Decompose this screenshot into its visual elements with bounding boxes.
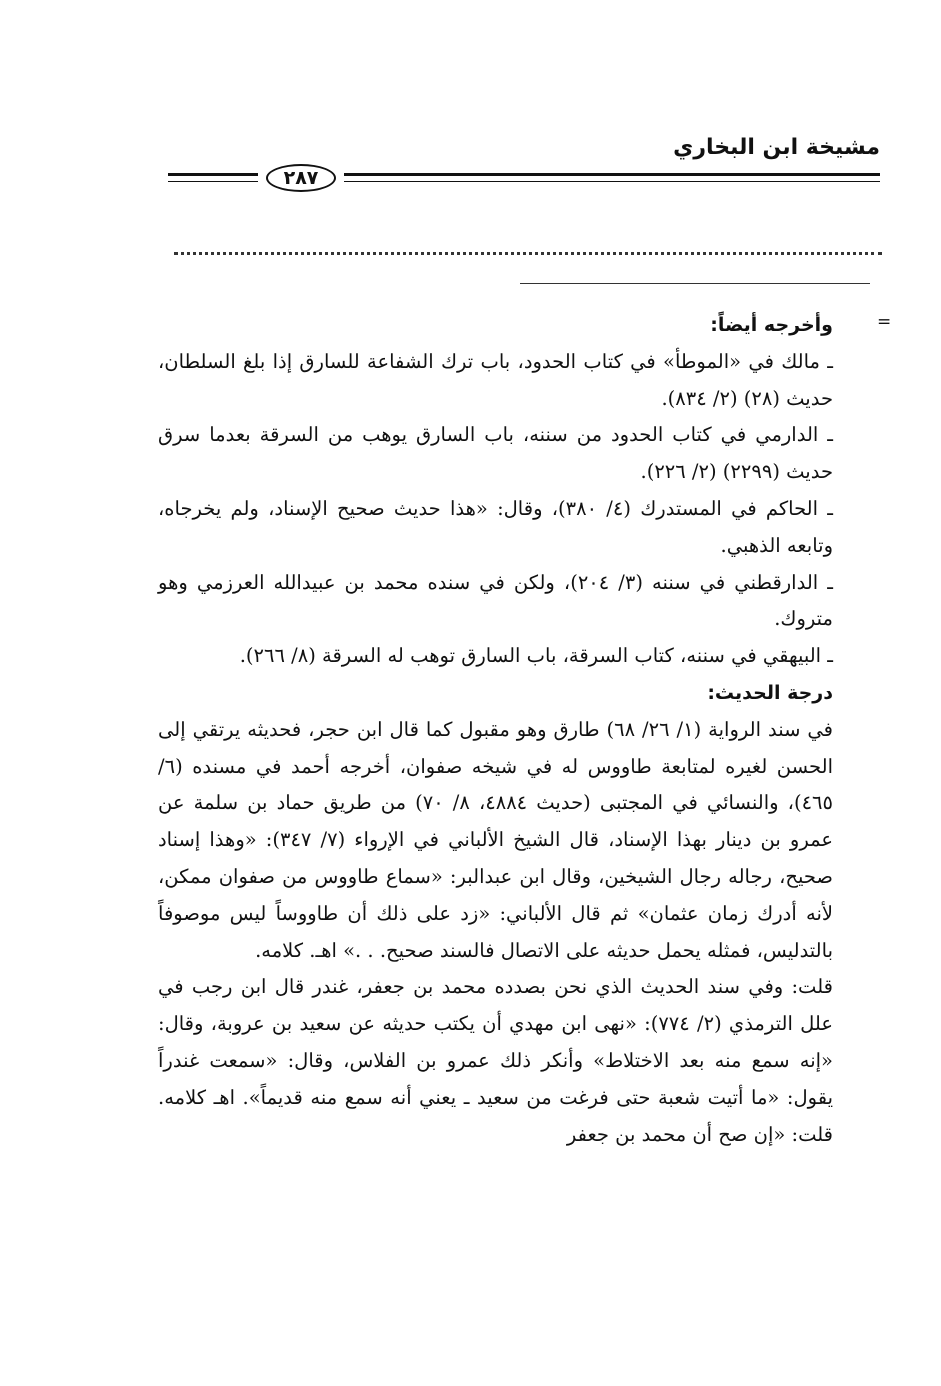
header-rule-left-thick [168,173,258,176]
book-title: مشيخة ابن البخاري [673,135,880,160]
dotted-separator [174,247,882,255]
continuation-mark: = [877,312,892,332]
page-number: ٢٨٧ [266,164,336,192]
header-rule-left-thin [168,181,258,182]
header-rule-right-thin [344,181,880,182]
paragraph-author-comment: قلت: وفي سند الحديث الذي نحن بصدده محمد بن جعفر، غندر قال ابن رجب في علل الترمذي (٢/ ٧٧٤): «نهى ابن مهدي أن يكتب حديثه عن سعيد بن عروبة، وقال: «إنه سمع منه بعد الاختلاط» وأنكر ذلك عمرو بن الفلاس، وقال: «سمعت غندراً يقول: «ما أتيت شعبة حتى فرغت من سعيد ـ يعني أنه سمع منه قديماً». اهـ كلامه. قلت: «إن صح أن محمد بن جعفر [158,975,833,1146]
narration-item-daraqutni: ـ الدارقطني في سننه (٣/ ٢٠٤)، ولكن في سنده محمد بن عبيدالله العرزمي وهو متروك. [158,570,833,631]
paragraph-grade-analysis: في سند الرواية (١/ ٢٦/ ٦٨) طارق وهو مقبول كما قال ابن حجر، فحديثه يرتقي إلى الحسن لغيره لمتابعة طاووس له في شيخه صفوان، أخرجه أحمد في مسنده (٦/ ٤٦٥)، والنسائي في المجتبى (حديث ٤٨٨٤، ٨/ ٧٠) من طريق حماد بن سلمة عن عمرو بن دينار بهذا الإسناد، قال الشيخ الألباني في الإرواء (٧/ ٣٤٧): «وهذا إسناد صحيح، رجاله رجال الشيخين، وقال ابن عبدالبر: «سماع طاووس من صفوان ممكن، لأنه أدرك زمان عثمان» ثم قال الألباني: «زد على ذلك أن طاووساً ليس موصوفاً بالتدليس، فمثله يحمل حديثه على الاتصال فالسند صحيح. . .» اهـ. كلامه. [158,717,834,962]
heading-also-narrated: وأخرجه أيضاً: [710,314,833,336]
body-text [158,307,833,1153]
heading-hadith-grade: درجة الحديث: [707,681,833,704]
page-header [168,135,880,189]
footnote-separator [520,283,870,284]
narration-item-hakim: ـ الحاكم في المستدرك (٤/ ٣٨٠)، وقال: «هذا حديث صحيح الإسناد، ولم يخرجاه، وتابعه الذهبي. [158,496,833,557]
header-rule-right-thick [344,173,880,176]
narration-item-malik: ـ مالك في «الموطأ» في كتاب الحدود، باب ترك الشفاعة للسارق إذا بلغ السلطان، حديث (٢٨) (٢/ ٨٣٤). [158,349,833,410]
narration-item-darimi: ـ الدارمي في كتاب الحدود من سننه، باب السارق يوهب من السرقة بعدما سرق حديث (٢٢٩٩) (٢/ ٢٢٦). [158,423,833,484]
narration-item-bayhaqi: ـ البيهقي في سننه، كتاب السرقة، باب السارق توهب له السرقة (٨/ ٢٦٦). [239,644,833,668]
